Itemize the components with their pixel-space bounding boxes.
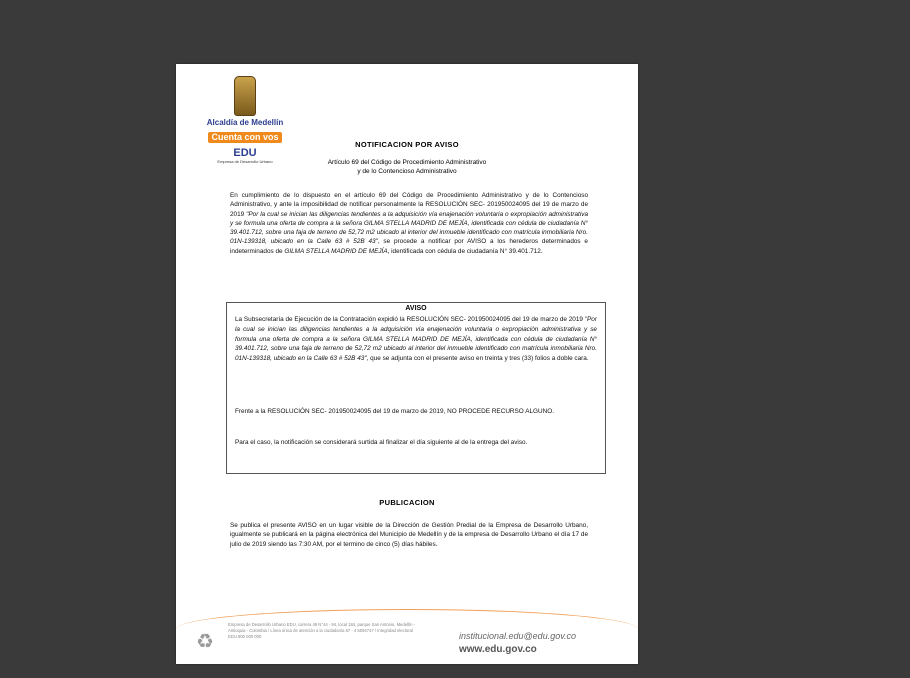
document-page [176,64,638,664]
logo-org-sub: Empresa de Desarrollo Urbano [217,159,273,164]
footer [176,609,638,664]
logo-org: EDU [233,147,257,159]
intro-paragraph: En cumplimiento de lo dispuesto en el artículo 69 del Código de Procedimiento Administrativo y de lo Contencioso Administrativo, y ante la imposibilidad de notificar personalmente la RESOLUCIÓN SEC- 201950024095 del 19 de marzo de 2019 "Por la cual se inician las diligencias tendientes a la adquisición vía enajenación voluntaria o expropiación administrativa y se formula una oferta de compra a la señora GILMA STELLA MADRID DE MEJÍA, identificada con cédula de ciudadanía N° 39.401.712, sobre una faja de terreno de 52,72 m2 ubicado al interior del inmueble identificado con matrícula inmobiliaria Nro. 01N-139318, ubicado en la Calle 63 # 52B 43", se procede a notificar por AVISO a los herederos determinados e indeterminados de GILMA STELLA MADRID DE MEJÍA, identificada con cédula de ciudadanía N° 39.401.712. [230,192,588,255]
notice-subtitle-1: Artículo 69 del Código de Procedimiento Administrativo [327,159,487,166]
logo [200,76,290,164]
footer-email[interactable]: institucional.edu@edu.gov.co [459,631,577,641]
notice-title: NOTIFICACION POR AVISO [355,140,459,149]
publicacion-paragraph: Se publica el presente AVISO en un lugar visible de la Dirección de Gestión Predial de la Empresa de Desarrollo Urbano, igualmente se publicará en la página electrónica del Municipio de Medellín y de la empresa de Desarrollo Urbano el día 17 de julio de 2019 siendo las 7:30 AM, por el termino de cinco (5) días hábiles. [230,522,588,548]
logo-slogan: Cuenta con vos [208,132,281,143]
notice-subtitle-2: y de lo Contencioso Administrativo [357,168,457,175]
logo-alcaldia: Alcaldía de Medellín [206,118,284,127]
aviso-paragraph-3: Para el caso, la notificación se considerará surtida al finalizar el día siguiente al de la entrega del aviso. [235,439,528,446]
aviso-box [226,302,606,474]
footer-address: Empresa de Desarrollo Urbano EDU, carrera 49 N°44 - 94, local 184, parque San Antonio, Medellín - Antioquia - Colombia / Línea única de atención a la ciudadanía 57 - 4 5094747 / Integridad electoral EDU 800 000 000 [228,622,415,639]
aviso-title: AVISO [405,305,427,312]
aviso-paragraph-1: La Subsecretaría de Ejecución de la Contratación expidió la RESOLUCIÓN SEC- 201950024095 del 19 de marzo de 2019 "Por la cual se inician las diligencias tendientes a la adquisición vía enajenación voluntaria o expropiación administrativa y se formula una oferta de compra a la señora GILMA STELLA MADRID DE MEJÍA, identificada con cédula de ciudadanía N° 39.401.712, sobre una faja de terreno de 52,72 m2 ubicado al interior del inmueble identificado con matrícula inmobiliaria Nro. 01N-139318, ubicado en la Calle 63 # 52B 43", que se adjunta con el presente aviso en treinta y tres (33) folios a doble cara. [235,316,597,363]
aviso-paragraph-2: Frente a la RESOLUCIÓN SEC- 201950024095 del 19 de marzo de 2019, NO PROCEDE RECURSO ALGUNO. [235,408,554,415]
crest-icon [234,76,256,116]
recycle-icon: ♻ [196,631,214,653]
footer-website[interactable]: www.edu.gov.co [459,644,537,655]
publicacion-title: PUBLICACION [379,498,435,507]
